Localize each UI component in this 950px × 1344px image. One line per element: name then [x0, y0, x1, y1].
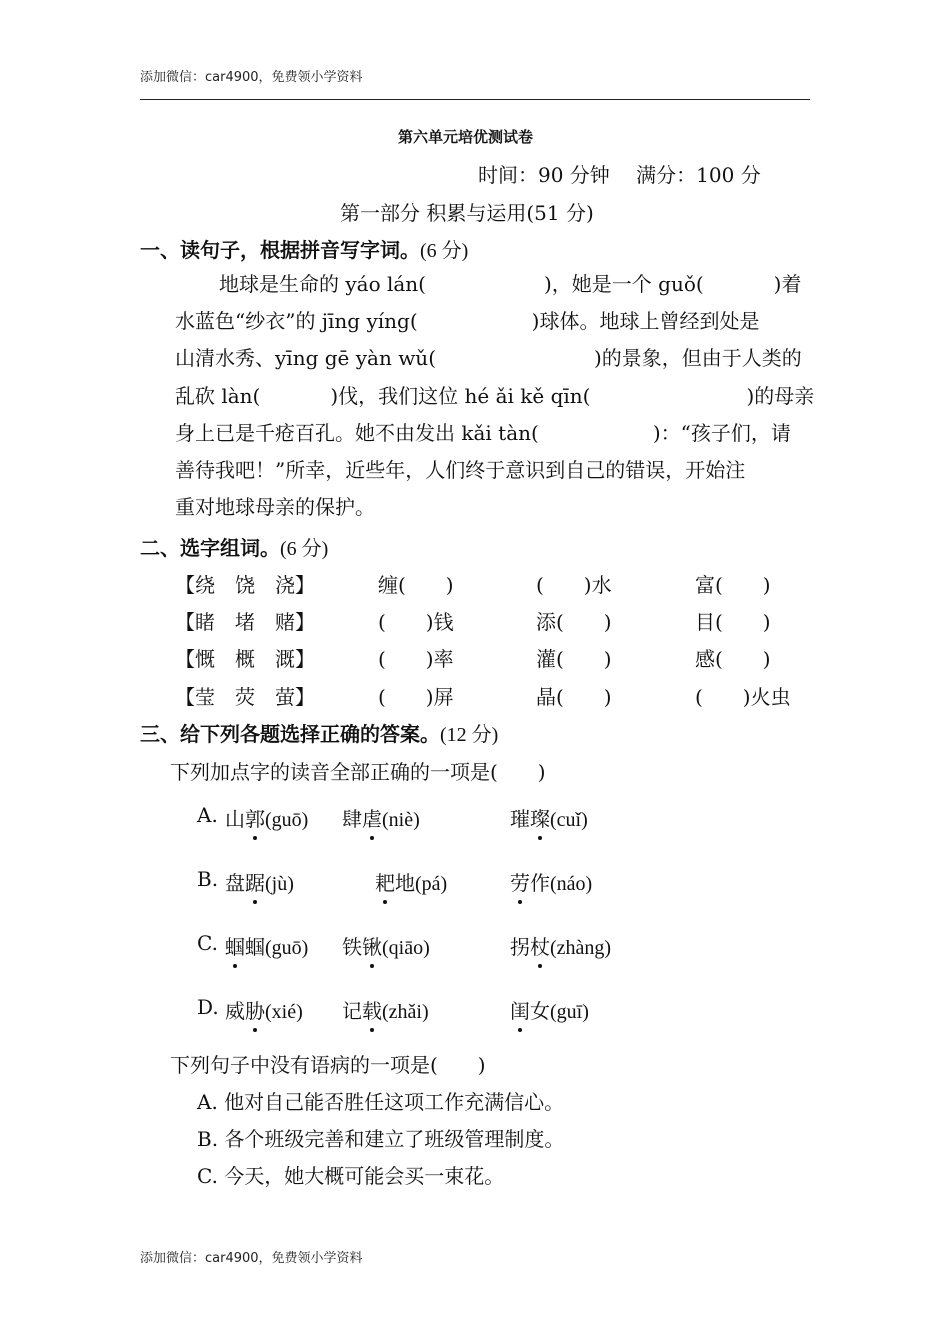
section-2-points: (6 分)	[280, 538, 329, 560]
blank-item: 富( )	[695, 573, 771, 597]
page-title: 第六单元培优测试卷	[398, 128, 534, 146]
blank-item: ( )率	[378, 647, 454, 671]
blank-item: 目( )	[695, 610, 771, 634]
question-2-stem: 下列句子中没有语病的一项是( )	[170, 1053, 486, 1077]
paragraph-line: 身上已是千疮百孔。她不由发出 kǎi tàn( )：“孩子们，请	[175, 420, 791, 445]
paragraph-line: 地球是生命的 yáo lán( )，她是一个 guǒ( )着	[219, 272, 802, 296]
section-2-heading	[140, 532, 328, 561]
blank-item: 灌( )	[536, 647, 612, 671]
section-3-points: (12 分)	[440, 724, 499, 746]
char-group: 【绕 饶 浇】	[175, 573, 315, 597]
header-note: 添加微信：car4900，免费领小学资料	[140, 70, 363, 85]
blank-item: ( )水	[536, 573, 612, 597]
section-1-title: 一、读句子，根据拼音写字词。	[140, 238, 420, 262]
char-group: 【莹 荧 萤】	[175, 685, 315, 709]
exam-meta: 时间：90 分钟 满分：100 分	[478, 163, 761, 187]
section-1-paragraph	[175, 266, 815, 526]
question-2-option: C. 今天，她大概可能会买一束花。	[197, 1164, 505, 1188]
section-2-title: 二、选字组词。	[140, 536, 280, 560]
footer-note: 添加微信：car4900，免费领小学资料	[140, 1251, 363, 1266]
char-group: 【慨 概 溉】	[175, 647, 315, 671]
question-2-option: B. 各个班级完善和建立了班级管理制度。	[197, 1127, 565, 1151]
char-group: 【睹 堵 赌】	[175, 610, 315, 634]
section-3-title: 三、给下列各题选择正确的答案。	[140, 722, 440, 746]
section-3-heading	[140, 718, 498, 747]
section-1-heading	[140, 234, 468, 263]
part-heading: 第一部分 积累与运用(51 分)	[340, 201, 594, 225]
paragraph-line: 水蓝色“纱衣”的 jīng yíng( )球体。地球上曾经到处是	[175, 309, 760, 334]
blank-item: 缠( )	[378, 573, 454, 597]
paragraph-line: 山清水秀、yīng gē yàn wǔ( )的景象，但由于人类的	[175, 346, 802, 371]
paragraph-line: 重对地球母亲的保护。	[175, 495, 375, 520]
blank-item: 晶( )	[536, 685, 612, 709]
blank-item: 添( )	[536, 610, 612, 634]
question-1-stem: 下列加点字的读音全部正确的一项是( )	[170, 760, 546, 784]
blank-item: ( )火虫	[695, 685, 791, 709]
blank-item: 感( )	[695, 647, 771, 671]
section-1-points: (6 分)	[420, 240, 469, 262]
header-divider	[140, 99, 810, 100]
paragraph-line: 善待我吧！”所幸，近些年，人们终于意识到自己的错误，开始注	[175, 457, 746, 482]
question-2-option: A. 他对自己能否胜任这项工作充满信心。	[197, 1090, 565, 1114]
blank-item: ( )屏	[378, 685, 454, 709]
blank-item: ( )钱	[378, 610, 454, 634]
paragraph-line: 乱砍 làn( )伐，我们这位 hé ǎi kě qīn( )的母亲	[175, 383, 815, 408]
